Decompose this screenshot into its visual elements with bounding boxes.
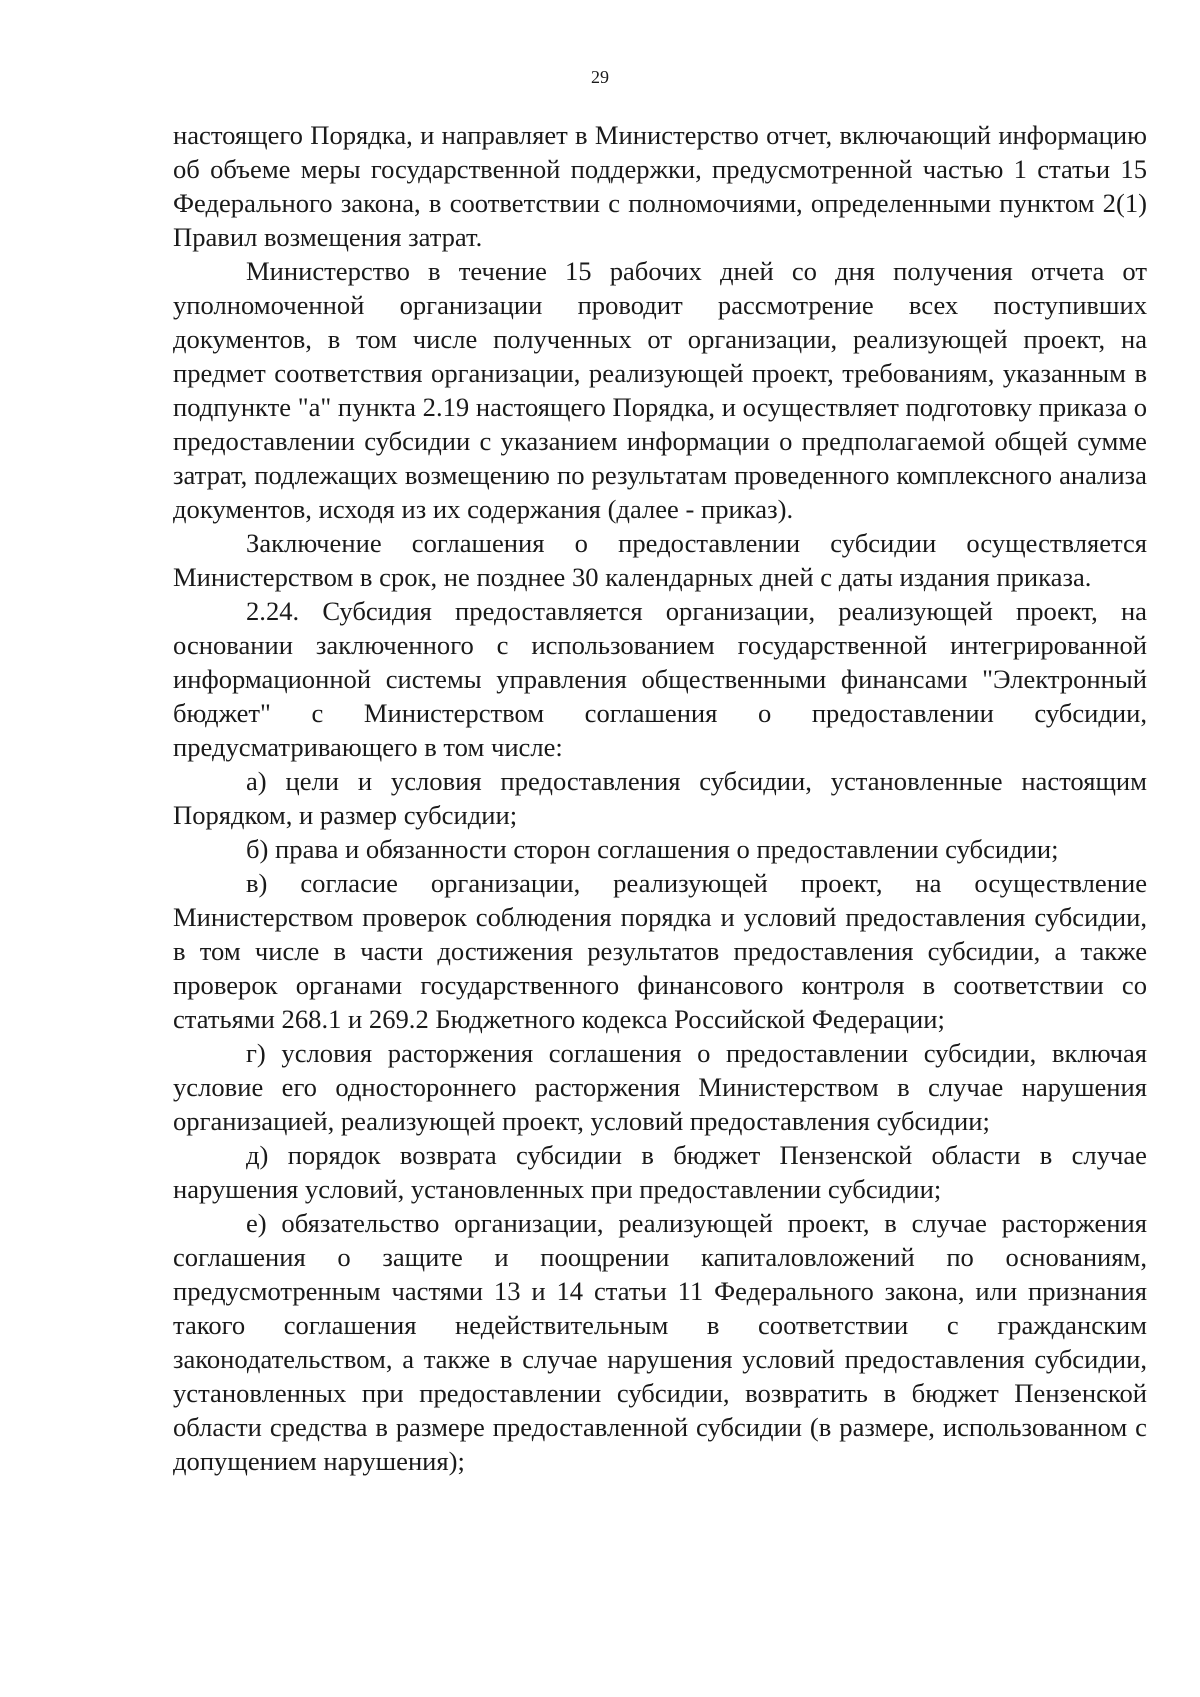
list-item-g: г) условия расторжения соглашения о предоставлении субсидии, включая условие его одностороннего расторжения Министерством в случае нарушения организацией, реализующей проект, условий предоставления субсидии; [173,1038,1147,1136]
list-item-e: е) обязательство организации, реализующей проект, в случае расторжения соглашения о защите и поощрении капиталовложений по основаниям, предусмотренным частями 13 и 14 статьи 11 Федерального закона, или признания такого соглашения недействительным в соответствии с гражданским законодательством, а также в случае нарушения условий предоставления субсидии, установленных при предоставлении субсидии, возвратить в бюджет Пензенской области средства в размере предоставленной субсидии (в размере, использованном с допущением нарушения); [173,1208,1147,1476]
paragraph-ministry-review: Министерство в течение 15 рабочих дней со дня получения отчета от уполномоченной организации проводит рассмотрение всех поступивших документов, в том числе полученных от организации, реализующей проект, на предмет соответствия организации, реализующей проект, требованиям, указанным в подпункте "а" пункта 2.19 настоящего Порядка, и осуществляет подготовку приказа о предоставлении субсидии с указанием информации о предполагаемой общей сумме затрат, подлежащих возмещению по результатам проведенного комплексного анализа документов, исходя из их содержания (далее - приказ). [173,256,1147,524]
list-item-b: б) права и обязанности сторон соглашения о предоставлении субсидии; [246,834,1059,864]
paragraph-agreement-term: Заключение соглашения о предоставлении субсидии осуществляется Министерством в срок, не позднее 30 календарных дней с даты издания приказа. [173,528,1147,592]
paragraph-2-24: 2.24. Субсидия предоставляется организации, реализующей проект, на основании заключенного с использованием государственной интегрированной информационной системы управления общественными финансами "Электронный бюджет" с Министерством соглашения о предоставлении субсидии, предусматривающего в том числе: [173,596,1147,762]
page-number: 29 [591,67,609,87]
list-item-v: в) согласие организации, реализующей проект, на осуществление Министерством проверок соблюдения порядка и условий предоставления субсидии, в том числе в части достижения результатов предоставления субсидии, а также проверок органами государственного финансового контроля в соответствии со статьями 268.1 и 269.2 Бюджетного кодекса Российской Федерации; [173,868,1147,1034]
document-body [173,118,1147,1478]
list-item-a: а) цели и условия предоставления субсидии, установленные настоящим Порядком, и размер субсидии; [173,766,1147,830]
paragraph-continuation: настоящего Порядка, и направляет в Министерство отчет, включающий информацию об объеме меры государственной поддержки, предусмотренной частью 1 статьи 15 Федерального закона, в соответствии с полномочиями, определенными пунктом 2(1) Правил возмещения затрат. [173,120,1147,252]
list-item-d: д) порядок возврата субсидии в бюджет Пензенской области в случае нарушения условий, установленных при предоставлении субсидии; [173,1140,1147,1204]
